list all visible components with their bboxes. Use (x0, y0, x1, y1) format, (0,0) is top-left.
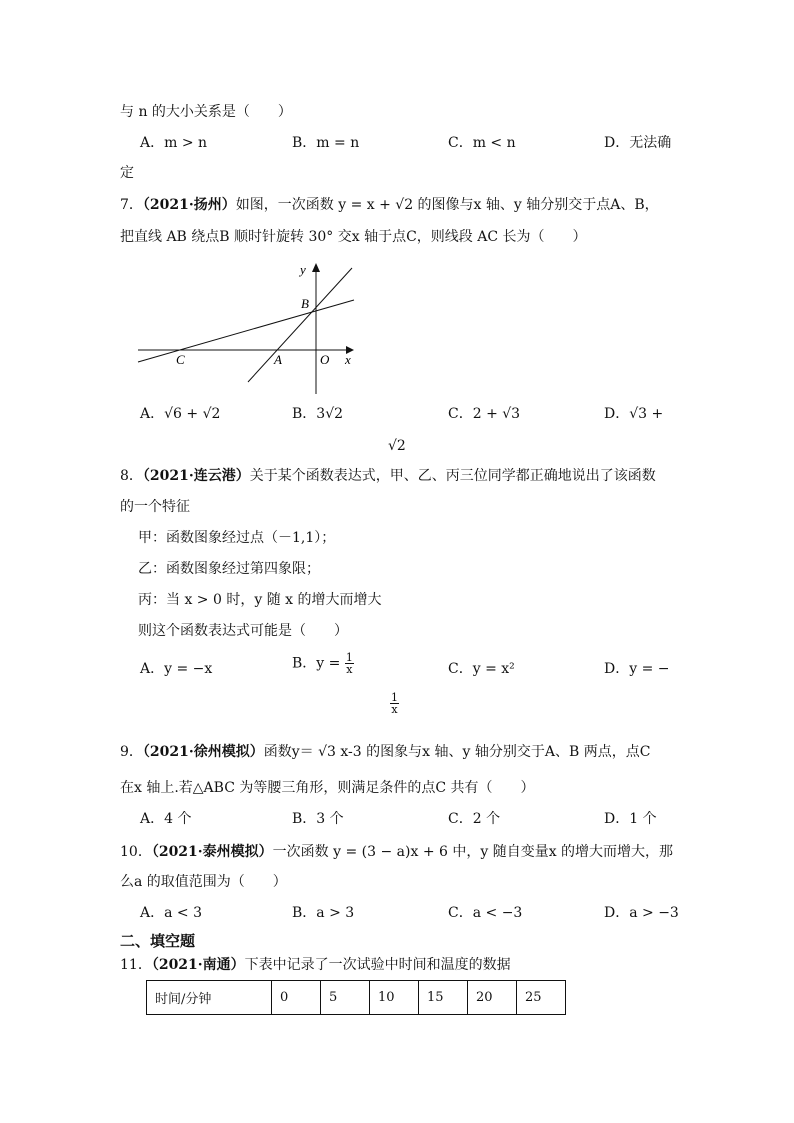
q8-option-a: A．y = −x (140, 661, 213, 677)
q8-line2: 的一个特征 (120, 499, 190, 515)
q10-source: （2021·泰州模拟） (151, 844, 273, 860)
fig-label-a: A (274, 352, 282, 367)
q7-line2: 把直线 AB 绕点B 顺时针旋转 30° 交x 轴于点C，则线段 AC 长为（ ） (120, 229, 587, 245)
q9-source: （2021·徐州模拟） (142, 744, 264, 760)
q11-text: 下表中记录了一次试验中时间和温度的数据 (244, 957, 511, 973)
q10-line2: 么a 的取值范围为（ ） (120, 874, 287, 890)
q7-option-d: D．√3 + (604, 406, 664, 422)
q10-option-b: B．a > 3 (292, 905, 355, 921)
q11-number: 11． (120, 957, 152, 973)
q8-line1 (120, 466, 656, 486)
q9-line2: 在x 轴上.若△ABC 为等腰三角形，则满足条件的点C 共有（ ） (120, 780, 535, 796)
table-row (147, 981, 566, 1015)
q6-option-d: D．无法确 (604, 135, 672, 151)
section-heading: 二、填空题 (120, 932, 196, 950)
q9-option-d: D．1 个 (604, 811, 657, 827)
q9-option-b: B．3 个 (292, 811, 344, 827)
q10-option-a: A．a < 3 (140, 905, 202, 921)
table-cell: 15 (419, 981, 468, 1015)
table-cell: 时间/分钟 (147, 981, 272, 1015)
q9-line1 (120, 742, 650, 762)
fig-label-x: x (345, 352, 351, 367)
q7-option-a: A．√6 + √2 (140, 406, 221, 422)
q8-bing: 丙：当 x > 0 时，y 随 x 的增大而增大 (138, 592, 382, 608)
q7-option-c: C．2 + √3 (448, 406, 521, 422)
q7-option-b: B．3√2 (292, 406, 344, 422)
q8-number: 8． (120, 468, 143, 484)
q9-option-a: A．4 个 (140, 811, 192, 827)
q6-option-d-cont: 定 (120, 165, 134, 181)
q7-number: 7． (120, 197, 143, 213)
q7-figure (130, 258, 370, 398)
q9-text: 函数y＝ √3 x-3 的图象与x 轴、y 轴分别交于A、B 两点，点C (263, 744, 651, 760)
q8-option-d-fraction: $\frac{1}{x}$ (391, 691, 398, 716)
q8-option-c: C．y = x² (448, 661, 515, 677)
table-cell: 0 (272, 981, 321, 1015)
q8-option-d-cont (390, 692, 399, 715)
q9-number: 9． (120, 744, 143, 760)
q8-option-d: D．y = − (604, 661, 670, 677)
q7-text: 如图，一次函数 y = x + √2 的图像与x 轴、y 轴分别交于点A、B， (235, 197, 659, 213)
q8-text: 关于某个函数表达式，甲、乙、丙三位同学都正确地说出了该函数 (249, 468, 656, 484)
fig-label-b: B (301, 296, 309, 311)
q8-jia: 甲：函数图象经过点（－1,1）； (138, 530, 336, 546)
q9-option-c: C．2 个 (448, 811, 501, 827)
q8-ask: 则这个函数表达式可能是（ ） (138, 623, 348, 639)
q8-option-b-fraction: $\frac{1}{x}$ (345, 651, 353, 676)
q11-table (146, 980, 566, 1015)
q8-source: （2021·连云港） (142, 468, 250, 484)
q7-line1 (120, 195, 659, 215)
q8-option-b-label: B．y = (292, 655, 345, 672)
q7-option-d-cont: √2 (388, 438, 406, 454)
table-cell: 20 (468, 981, 517, 1015)
q6-option-c: C．m < n (448, 135, 516, 151)
fig-label-c: C (176, 352, 185, 367)
q10-line1 (120, 842, 673, 862)
q6-option-a: A．m > n (140, 135, 208, 151)
q8-option-b (292, 652, 354, 675)
q10-number: 10． (120, 844, 152, 860)
q11-line1 (120, 955, 511, 975)
q8-yi: 乙：函数图象经过第四象限； (138, 561, 320, 577)
q6-option-b: B．m = n (292, 135, 360, 151)
fig-label-y: y (300, 262, 306, 277)
table-cell: 25 (517, 981, 566, 1015)
fig-label-o: O (320, 352, 330, 367)
q10-text: 一次函数 y = (3 − a)x + 6 中，y 随自变量x 的增大而增大，那 (272, 844, 674, 860)
q6-tail: 与 n 的大小关系是（ ） (120, 104, 292, 120)
q11-source: （2021·南通） (151, 957, 245, 973)
table-cell: 10 (370, 981, 419, 1015)
q10-option-d: D．a > −3 (604, 905, 679, 921)
q10-option-c: C．a < −3 (448, 905, 523, 921)
q7-source: （2021·扬州） (142, 197, 236, 213)
table-cell: 5 (321, 981, 370, 1015)
